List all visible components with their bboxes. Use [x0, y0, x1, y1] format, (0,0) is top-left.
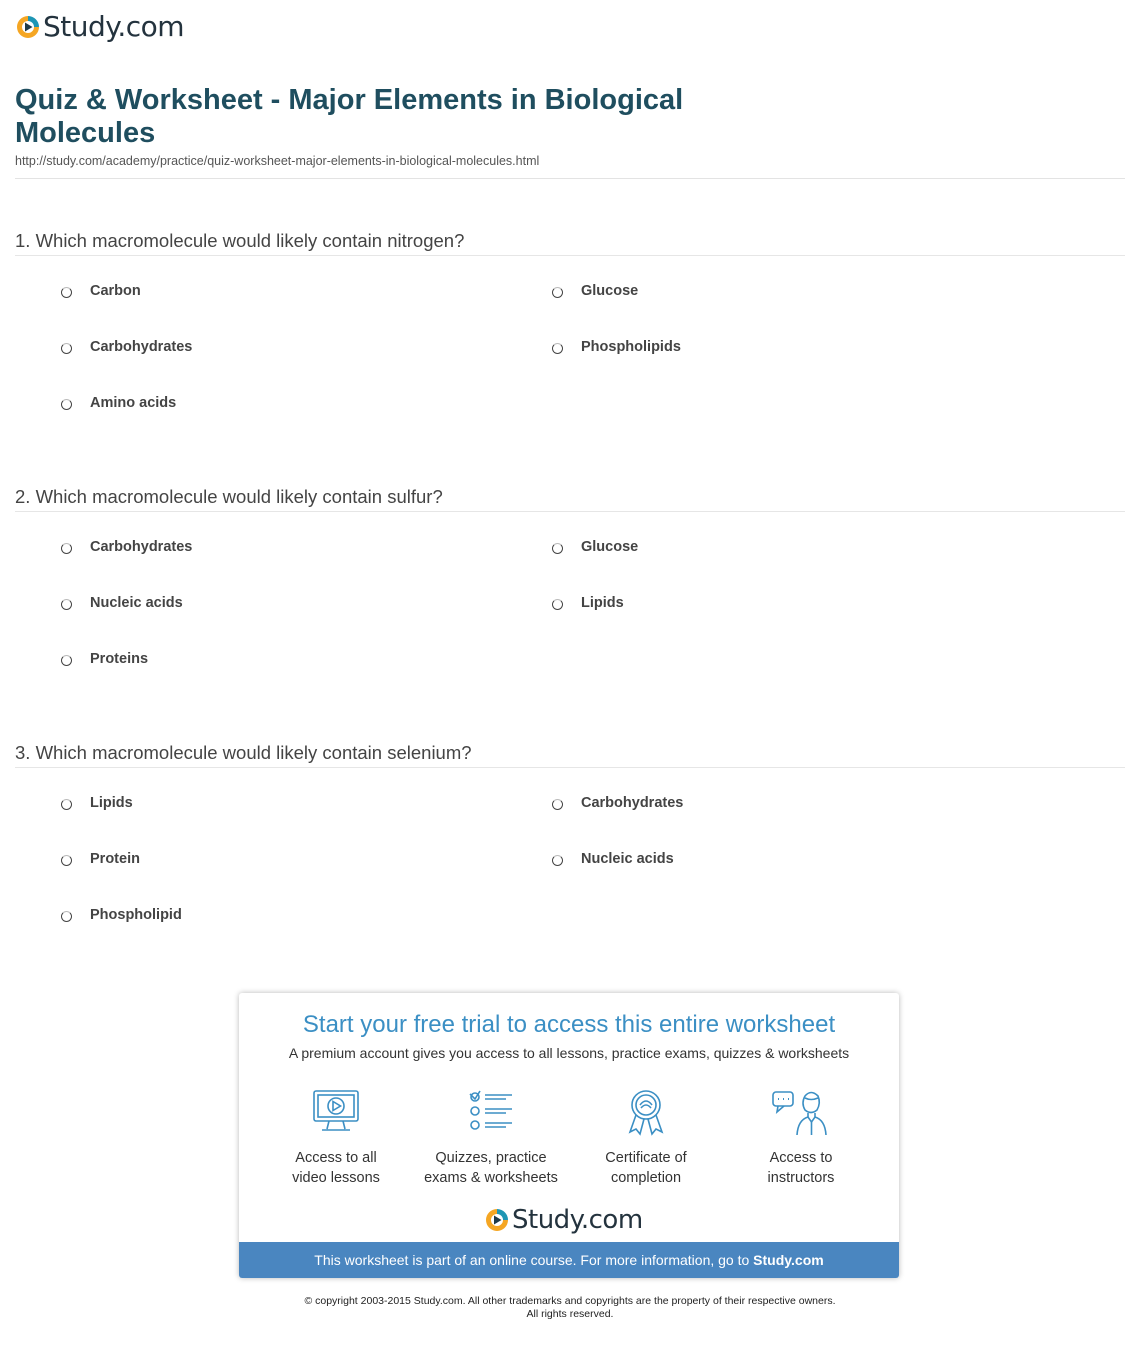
answer-option[interactable] — [552, 539, 638, 555]
option-label: Proteins — [90, 651, 149, 667]
study-logo[interactable] — [16, 10, 184, 43]
promo-title[interactable]: Start your free trial to access this entire worksheet — [302, 1011, 836, 1038]
feature-quizzes — [411, 1088, 571, 1188]
question-1 — [15, 227, 1125, 411]
rights-line: All rights reserved. — [526, 1308, 614, 1320]
promo-bar-text: This worksheet is part of an online course. For more information, go to — [314, 1252, 750, 1268]
instructor-chat-icon — [771, 1088, 831, 1136]
question-text: 3. Which macromolecule would likely contain selenium? — [15, 742, 472, 763]
option-label: Carbohydrates — [90, 539, 193, 555]
radio-icon[interactable] — [61, 343, 72, 354]
radio-icon[interactable] — [61, 599, 72, 610]
answer-option[interactable] — [61, 907, 182, 923]
radio-icon[interactable] — [61, 799, 72, 810]
question-3 — [15, 739, 1125, 923]
radio-icon[interactable] — [552, 343, 563, 354]
study-logo-text: Study.com — [43, 10, 185, 43]
option-label: Phospholipid — [90, 907, 182, 923]
answer-option[interactable] — [61, 795, 133, 811]
radio-icon[interactable] — [61, 287, 72, 298]
answer-option[interactable] — [61, 339, 192, 355]
feature-label-line2: completion — [610, 1170, 682, 1186]
answer-option[interactable] — [61, 539, 192, 555]
feature-label-line2: instructors — [767, 1170, 835, 1186]
option-label: Carbohydrates — [581, 795, 684, 811]
radio-icon[interactable] — [552, 543, 563, 554]
question-2 — [15, 483, 1125, 667]
monitor-play-icon — [311, 1088, 361, 1136]
feature-label-line1: Access to all — [295, 1150, 377, 1166]
copyright-footer — [0, 1295, 1140, 1321]
page-title: Quiz & Worksheet - Major Elements in Biological Molecules — [15, 84, 684, 149]
award-ribbon-icon — [621, 1088, 671, 1136]
feature-video-lessons — [256, 1088, 416, 1188]
option-label: Glucose — [581, 539, 639, 555]
checklist-icon — [466, 1088, 516, 1136]
answer-option[interactable] — [552, 851, 674, 867]
promo-study-logo[interactable] — [485, 1205, 643, 1235]
option-label: Lipids — [581, 595, 624, 611]
option-label: Glucose — [581, 283, 639, 299]
question-divider — [15, 511, 1125, 512]
radio-icon[interactable] — [552, 799, 563, 810]
option-label: Lipids — [90, 795, 133, 811]
radio-icon[interactable] — [61, 655, 72, 666]
copyright-line: © copyright 2003-2015 Study.com. All other trademarks and copyrights are the property of their respective owners. — [304, 1295, 836, 1307]
radio-icon[interactable] — [552, 599, 563, 610]
feature-label-line1: Quizzes, practice — [435, 1150, 547, 1166]
study-logo-mark-icon — [485, 1208, 509, 1232]
option-label: Phospholipids — [581, 339, 681, 355]
answer-option[interactable] — [552, 283, 638, 299]
option-label: Carbon — [90, 283, 141, 299]
promo-logo-text: Study.com — [512, 1205, 643, 1235]
feature-label-line2: exams & worksheets — [424, 1170, 558, 1186]
radio-icon[interactable] — [61, 911, 72, 922]
answer-option[interactable] — [61, 283, 141, 299]
free-trial-promo[interactable] — [239, 993, 899, 1278]
radio-icon[interactable] — [552, 287, 563, 298]
feature-certificate — [566, 1088, 726, 1188]
answer-option[interactable] — [61, 395, 176, 411]
answer-option[interactable] — [61, 651, 148, 667]
answer-option[interactable] — [552, 795, 683, 811]
page-url: http://study.com/academy/practice/quiz-worksheet-major-elements-in-biological-molecules.html — [15, 154, 540, 168]
radio-icon[interactable] — [61, 855, 72, 866]
study-logo-mark-icon — [16, 15, 40, 39]
radio-icon[interactable] — [61, 543, 72, 554]
question-text: 1. Which macromolecule would likely contain nitrogen? — [15, 230, 465, 251]
feature-label-line2: video lessons — [292, 1170, 380, 1186]
answer-option[interactable] — [552, 339, 681, 355]
answer-option[interactable] — [61, 851, 140, 867]
question-divider — [15, 255, 1125, 256]
feature-label-line1: Certificate of — [605, 1150, 687, 1166]
option-label: Nucleic acids — [90, 595, 183, 611]
question-divider — [15, 767, 1125, 768]
answer-option[interactable] — [552, 595, 624, 611]
option-label: Amino acids — [90, 395, 177, 411]
radio-icon[interactable] — [552, 855, 563, 866]
header-divider — [15, 178, 1125, 179]
radio-icon[interactable] — [61, 399, 72, 410]
question-text: 2. Which macromolecule would likely contain sulfur? — [15, 486, 443, 507]
option-label: Carbohydrates — [90, 339, 193, 355]
option-label: Nucleic acids — [581, 851, 674, 867]
answer-option[interactable] — [61, 595, 183, 611]
promo-subtitle: A premium account gives you access to all lessons, practice exams, quizzes & worksheets — [288, 1045, 850, 1061]
feature-label-line1: Access to — [769, 1150, 833, 1166]
feature-instructors — [721, 1088, 881, 1188]
promo-info-bar — [239, 1242, 899, 1278]
option-label: Protein — [90, 851, 140, 867]
promo-bar-link[interactable]: Study.com — [753, 1252, 824, 1268]
